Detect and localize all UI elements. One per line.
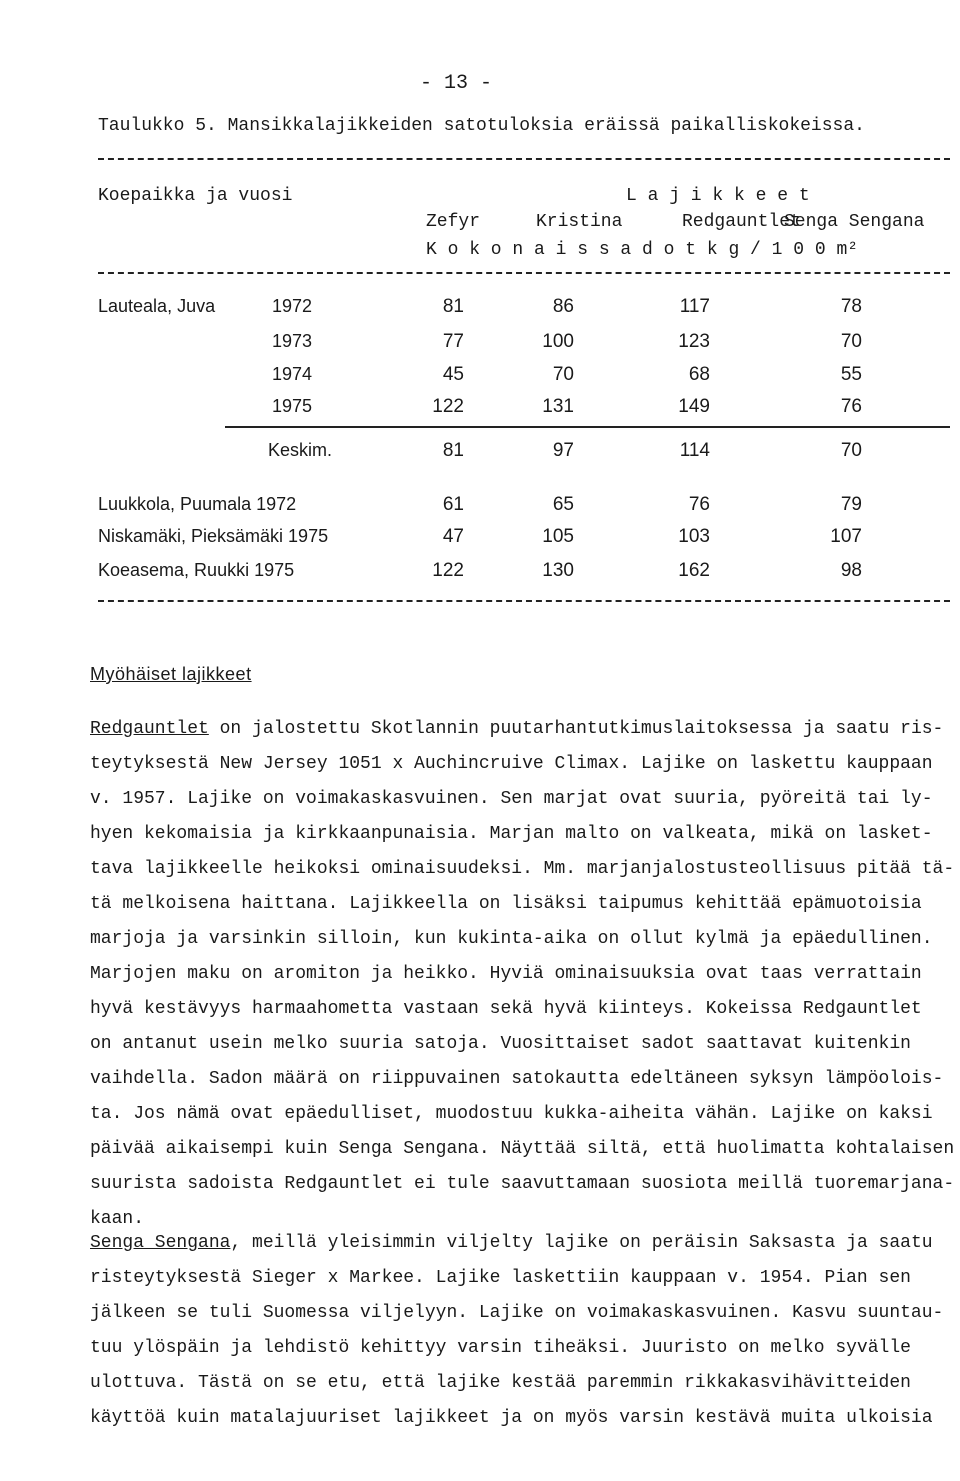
row-year: 1975 [272,396,313,416]
header-location-year: Koepaikka ja vuosi [98,186,293,206]
value-senga: 107 [830,526,862,547]
paragraph-line: hyen kekomaisia ja kirkkaanpunaisia. Marjan malto on valkeata, mikä on lasket- [90,824,933,844]
value-senga: 78 [840,296,862,317]
column-redgauntlet: Redgauntlet [682,212,801,232]
header-varieties: L a j i k k e e t [626,186,810,206]
value-redgauntlet: 123 [678,331,710,352]
value-senga: 76 [840,396,862,417]
paragraph-line: hyvä kestävyys harmaahometta vastaan sekä hyvä kiinteys. Kokeissa Redgauntlet [90,999,922,1019]
column-zefyr: Zefyr [426,212,481,232]
value-kristina: 100 [542,331,574,352]
value-kristina: 130 [542,560,574,581]
value-zefyr: 81 [442,440,464,461]
paragraph-line: ulottuva. Tästä on se etu, että lajike kestää paremmin rikkakasvihävitteiden [90,1373,911,1393]
subtotal-rule [225,426,950,428]
group-label-lauteala: Lauteala, Juva [98,296,216,316]
paragraph-line: marjoja ja varsinkin silloin, kun kukinta-aika on ollut kylmä ja epäedullinen. [90,929,933,949]
value-kristina: 70 [552,364,574,385]
row-year: 1973 [272,331,313,351]
paragraph-line: tuu ylöspäin ja lehdistö kehittyy varsin tiheäksi. Juuristo on melko syvälle [90,1338,911,1358]
paragraph-line: risteytyksestä Sieger x Markee. Lajike laskettiin kauppaan v. 1954. Pian sen [90,1268,911,1288]
paragraph-line: tä melkoisena haittana. Lajikkeella on lisäksi taipumus kehittää epämuotoisia [90,894,922,914]
paragraph-line: on antanut usein melko suuria satoja. Vuosittaiset sadot saattavat kuitenkin [90,1034,911,1054]
header-bottom-rule [98,272,950,274]
value-zefyr: 77 [442,331,464,352]
line-text: on jalostettu Skotlannin puutarhantutkimuslaitoksessa ja saatu ris- [208,719,944,739]
paragraph-line: jälkeen se tuli Suomessa viljelyyn. Lajike on voimakaskasvuinen. Kasvu suuntau- [90,1303,944,1323]
column-senga-sengana: Senga Sengana [784,212,925,232]
row-label: Niskamäki, Pieksämäki 1975 [98,526,329,546]
paragraph-line: ta. Jos nämä ovat epäedulliset, muodostuu kukka-aiheita vähän. Lajike on kaksi [90,1104,933,1124]
value-kristina: 105 [542,526,574,547]
line-text: , meillä yleisimmin viljelty lajike on peräisin Saksasta ja saatu [230,1233,933,1253]
paragraph-line: teytyksestä New Jersey 1051 x Auchincruive Climax. Lajike on laskettu kauppaan [90,754,933,774]
value-redgauntlet: 162 [678,560,710,581]
value-zefyr: 122 [432,560,464,581]
value-zefyr: 45 [442,364,464,385]
value-senga: 70 [840,440,862,461]
value-zefyr: 122 [432,396,464,417]
value-senga: 98 [840,560,862,581]
paragraph-line: suurista sadoista Redgauntlet ei tule saavuttamaan suosiota meillä tuoremarjana- [90,1174,955,1194]
value-zefyr: 47 [442,526,464,547]
paragraph-line [90,712,950,747]
value-redgauntlet: 76 [688,494,710,515]
value-redgauntlet: 117 [679,296,710,317]
value-redgauntlet: 114 [679,440,710,461]
paragraph-senga-sengana [90,1226,950,1436]
variety-term: Redgauntlet [90,719,209,739]
column-kristina: Kristina [536,212,623,232]
value-redgauntlet: 103 [678,526,710,547]
page-number: - 13 - [420,72,493,95]
paragraph-line: v. 1957. Lajike on voimakaskasvuinen. Sen marjat ovat suuria, pyöreitä tai ly- [90,789,933,809]
value-kristina: 86 [552,296,574,317]
paragraph-line: tava lajikkeelle heikoksi ominaisuudeksi. Mm. marjanjalostusteollisuus pitää tä- [90,859,955,879]
table-bottom-rule [98,600,950,602]
paragraph-line: vaihdella. Sadon määrä on riippuvainen satokautta edeltäneen syksyn lämpöolois- [90,1069,944,1089]
value-redgauntlet: 68 [688,364,710,385]
value-redgauntlet: 149 [678,396,710,417]
unit-label: K o k o n a i s s a d o t k g / 1 0 0 m² [426,240,859,260]
row-year: 1974 [272,364,313,384]
value-zefyr: 61 [442,494,464,515]
value-senga: 79 [840,494,862,515]
value-kristina: 97 [552,440,574,461]
value-kristina: 65 [552,494,574,515]
paragraph-redgauntlet [90,712,955,1237]
row-label: Koeasema, Ruukki 1975 [98,560,295,580]
row-year: 1972 [272,296,313,316]
value-senga: 70 [840,331,862,352]
variety-term: Senga Sengana [90,1233,231,1253]
table-caption: Taulukko 5. Mansikkalajikkeiden satotuloksia eräissä paikalliskokeissa. [98,116,865,136]
value-senga: 55 [840,364,862,385]
paragraph-line: kaan. [90,1209,145,1229]
value-kristina: 131 [542,396,574,417]
table-top-rule [98,158,950,160]
paragraph-line: käyttöä kuin matalajuuriset lajikkeet ja on myös varsin kestävä muita ulkoisia [90,1408,933,1428]
paragraph-line: Marjojen maku on aromiton ja heikko. Hyviä ominaisuuksia ovat taas verrattain [90,964,922,984]
paragraph-line [90,1226,950,1261]
section-heading: Myöhäiset lajikkeet [90,664,252,684]
mean-label: Keskim. [268,440,333,460]
row-label: Luukkola, Puumala 1972 [98,494,297,514]
value-zefyr: 81 [442,296,464,317]
paragraph-line: päivää aikaisempi kuin Senga Sengana. Näyttää siltä, että huolimatta kohtalaisen [90,1139,955,1159]
